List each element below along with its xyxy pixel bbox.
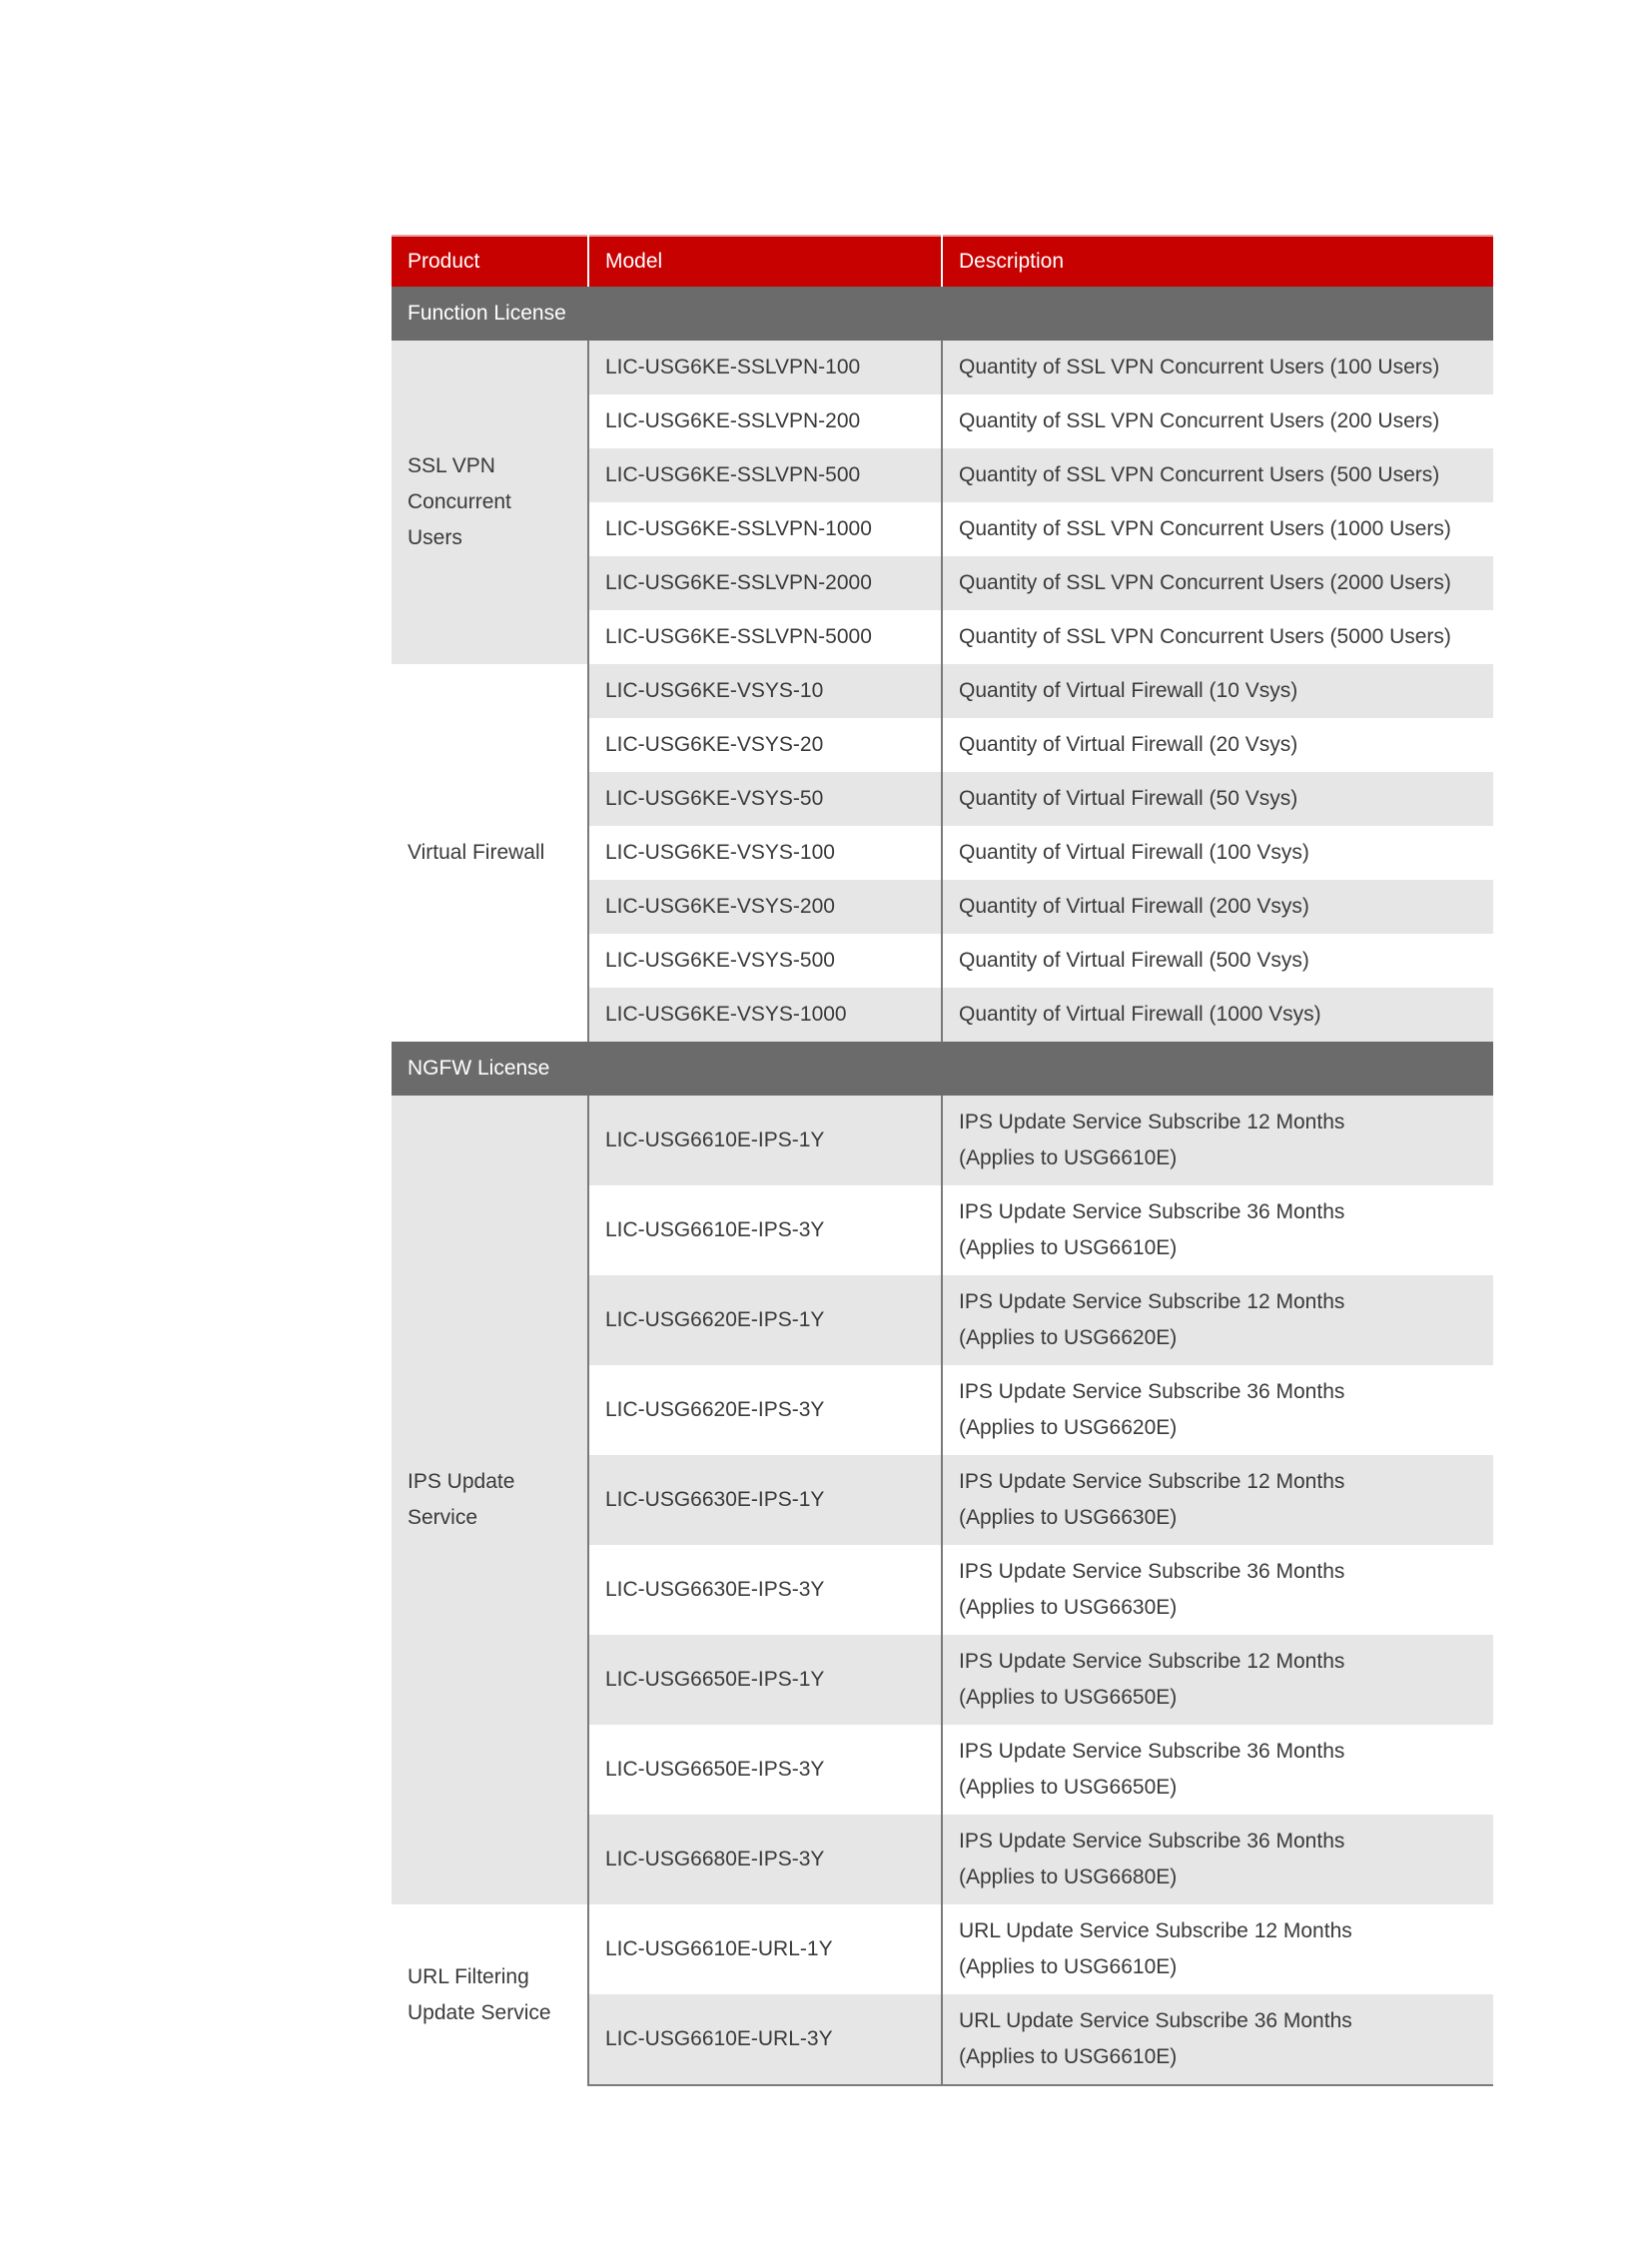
- description-cell: [942, 1365, 1493, 1455]
- model-cell: LIC-USG6610E-URL-1Y: [588, 1904, 942, 1994]
- description-line: (Applies to USG6610E): [959, 2045, 1178, 2068]
- model-cell: LIC-USG6KE-VSYS-20: [588, 718, 942, 772]
- description-cell: [942, 664, 1493, 718]
- description-line: IPS Update Service Subscribe 12 Months: [959, 1470, 1345, 1493]
- product-cell: [392, 664, 588, 1042]
- description-line: Quantity of SSL VPN Concurrent Users (200 Users): [959, 409, 1440, 432]
- description-line: IPS Update Service Subscribe 36 Months: [959, 1200, 1345, 1223]
- description-cell: [942, 394, 1493, 448]
- model-cell: LIC-USG6680E-IPS-3Y: [588, 1815, 942, 1904]
- description-line: Quantity of Virtual Firewall (20 Vsys): [959, 733, 1298, 756]
- description-cell: [942, 1455, 1493, 1545]
- description-cell: [942, 502, 1493, 556]
- description-line: Quantity of SSL VPN Concurrent Users (5000 Users): [959, 625, 1451, 648]
- section-row: [392, 1042, 1493, 1096]
- product-name-line: Concurrent Users: [408, 490, 511, 549]
- description-line: (Applies to USG6630E): [959, 1506, 1178, 1529]
- description-cell: [942, 610, 1493, 664]
- model-cell: LIC-USG6630E-IPS-3Y: [588, 1545, 942, 1635]
- description-cell: [942, 448, 1493, 502]
- description-cell: [942, 1994, 1493, 2085]
- product-name-line: Update Service: [408, 2000, 551, 2024]
- description-line: IPS Update Service Subscribe 36 Months: [959, 1740, 1345, 1763]
- description-line: URL Update Service Subscribe 36 Months: [959, 2009, 1352, 2032]
- description-cell: [942, 1096, 1493, 1185]
- description-cell: [942, 556, 1493, 610]
- model-cell: LIC-USG6620E-IPS-3Y: [588, 1365, 942, 1455]
- description-cell: [942, 826, 1493, 880]
- description-line: (Applies to USG6610E): [959, 1146, 1178, 1169]
- description-line: IPS Update Service Subscribe 12 Months: [959, 1111, 1345, 1133]
- model-cell: LIC-USG6630E-IPS-1Y: [588, 1455, 942, 1545]
- description-line: Quantity of Virtual Firewall (1000 Vsys): [959, 1003, 1321, 1026]
- model-cell: LIC-USG6KE-VSYS-50: [588, 772, 942, 826]
- product-name-line: SSL VPN: [408, 454, 495, 477]
- description-cell: [942, 718, 1493, 772]
- description-line: IPS Update Service Subscribe 36 Months: [959, 1560, 1345, 1583]
- product-name-line: URL Filtering: [408, 1964, 529, 1988]
- product-name-line: Service: [408, 1506, 478, 1529]
- model-cell: LIC-USG6KE-VSYS-500: [588, 934, 942, 988]
- description-cell: [942, 988, 1493, 1042]
- product-name-line: IPS Update: [408, 1470, 515, 1493]
- section-title: NGFW License: [392, 1042, 1493, 1096]
- license-table: [392, 235, 1493, 2086]
- table-row: [392, 1096, 1493, 1185]
- description-line: Quantity of Virtual Firewall (500 Vsys): [959, 949, 1309, 972]
- description-line: (Applies to USG6620E): [959, 1326, 1178, 1349]
- table-row: [392, 1904, 1493, 1994]
- description-cell: [942, 880, 1493, 934]
- description-line: IPS Update Service Subscribe 36 Months: [959, 1380, 1345, 1403]
- description-line: Quantity of SSL VPN Concurrent Users (2000 Users): [959, 571, 1451, 594]
- model-cell: LIC-USG6610E-IPS-3Y: [588, 1185, 942, 1275]
- model-cell: LIC-USG6KE-VSYS-1000: [588, 988, 942, 1042]
- header-model: Model: [588, 236, 942, 287]
- model-cell: LIC-USG6KE-SSLVPN-2000: [588, 556, 942, 610]
- model-cell: LIC-USG6KE-SSLVPN-5000: [588, 610, 942, 664]
- description-line: IPS Update Service Subscribe 36 Months: [959, 1830, 1345, 1853]
- model-cell: LIC-USG6620E-IPS-1Y: [588, 1275, 942, 1365]
- description-line: (Applies to USG6650E): [959, 1776, 1178, 1799]
- model-cell: LIC-USG6650E-IPS-1Y: [588, 1635, 942, 1725]
- model-cell: LIC-USG6KE-SSLVPN-500: [588, 448, 942, 502]
- description-line: IPS Update Service Subscribe 12 Months: [959, 1650, 1345, 1673]
- description-cell: [942, 1545, 1493, 1635]
- description-line: (Applies to USG6610E): [959, 1236, 1178, 1259]
- description-line: Quantity of SSL VPN Concurrent Users (1000 Users): [959, 517, 1451, 540]
- model-cell: LIC-USG6KE-SSLVPN-1000: [588, 502, 942, 556]
- header-row: [392, 236, 1493, 287]
- description-cell: [942, 772, 1493, 826]
- description-line: Quantity of Virtual Firewall (200 Vsys): [959, 895, 1309, 918]
- description-cell: [942, 341, 1493, 394]
- description-line: Quantity of Virtual Firewall (50 Vsys): [959, 787, 1298, 810]
- table-row: [392, 664, 1493, 718]
- table-body: [392, 287, 1493, 2085]
- description-line: Quantity of Virtual Firewall (10 Vsys): [959, 679, 1298, 702]
- model-cell: LIC-USG6610E-URL-3Y: [588, 1994, 942, 2085]
- product-cell: [392, 1096, 588, 1904]
- description-cell: [942, 1815, 1493, 1904]
- description-line: (Applies to USG6680E): [959, 1866, 1178, 1888]
- description-cell: [942, 1275, 1493, 1365]
- product-cell: [392, 341, 588, 664]
- section-row: [392, 287, 1493, 341]
- description-cell: [942, 1185, 1493, 1275]
- table-row: [392, 341, 1493, 394]
- description-line: (Applies to USG6610E): [959, 1955, 1178, 1978]
- description-cell: [942, 1904, 1493, 1994]
- model-cell: LIC-USG6KE-VSYS-200: [588, 880, 942, 934]
- description-line: Quantity of SSL VPN Concurrent Users (100 Users): [959, 356, 1440, 378]
- description-line: (Applies to USG6650E): [959, 1686, 1178, 1709]
- model-cell: LIC-USG6610E-IPS-1Y: [588, 1096, 942, 1185]
- description-line: URL Update Service Subscribe 12 Months: [959, 1919, 1352, 1942]
- product-name-line: Virtual Firewall: [408, 841, 545, 864]
- description-line: (Applies to USG6620E): [959, 1416, 1178, 1439]
- header-description: Description: [942, 236, 1493, 287]
- description-line: IPS Update Service Subscribe 12 Months: [959, 1290, 1345, 1313]
- header-product: Product: [392, 236, 588, 287]
- description-line: Quantity of Virtual Firewall (100 Vsys): [959, 841, 1309, 864]
- description-line: Quantity of SSL VPN Concurrent Users (500 Users): [959, 463, 1440, 486]
- description-line: (Applies to USG6630E): [959, 1596, 1178, 1619]
- model-cell: LIC-USG6KE-SSLVPN-100: [588, 341, 942, 394]
- model-cell: LIC-USG6KE-SSLVPN-200: [588, 394, 942, 448]
- description-cell: [942, 1725, 1493, 1815]
- model-cell: LIC-USG6KE-VSYS-100: [588, 826, 942, 880]
- description-cell: [942, 1635, 1493, 1725]
- model-cell: LIC-USG6KE-VSYS-10: [588, 664, 942, 718]
- section-title: Function License: [392, 287, 1493, 341]
- description-cell: [942, 934, 1493, 988]
- model-cell: LIC-USG6650E-IPS-3Y: [588, 1725, 942, 1815]
- product-cell: [392, 1904, 588, 2085]
